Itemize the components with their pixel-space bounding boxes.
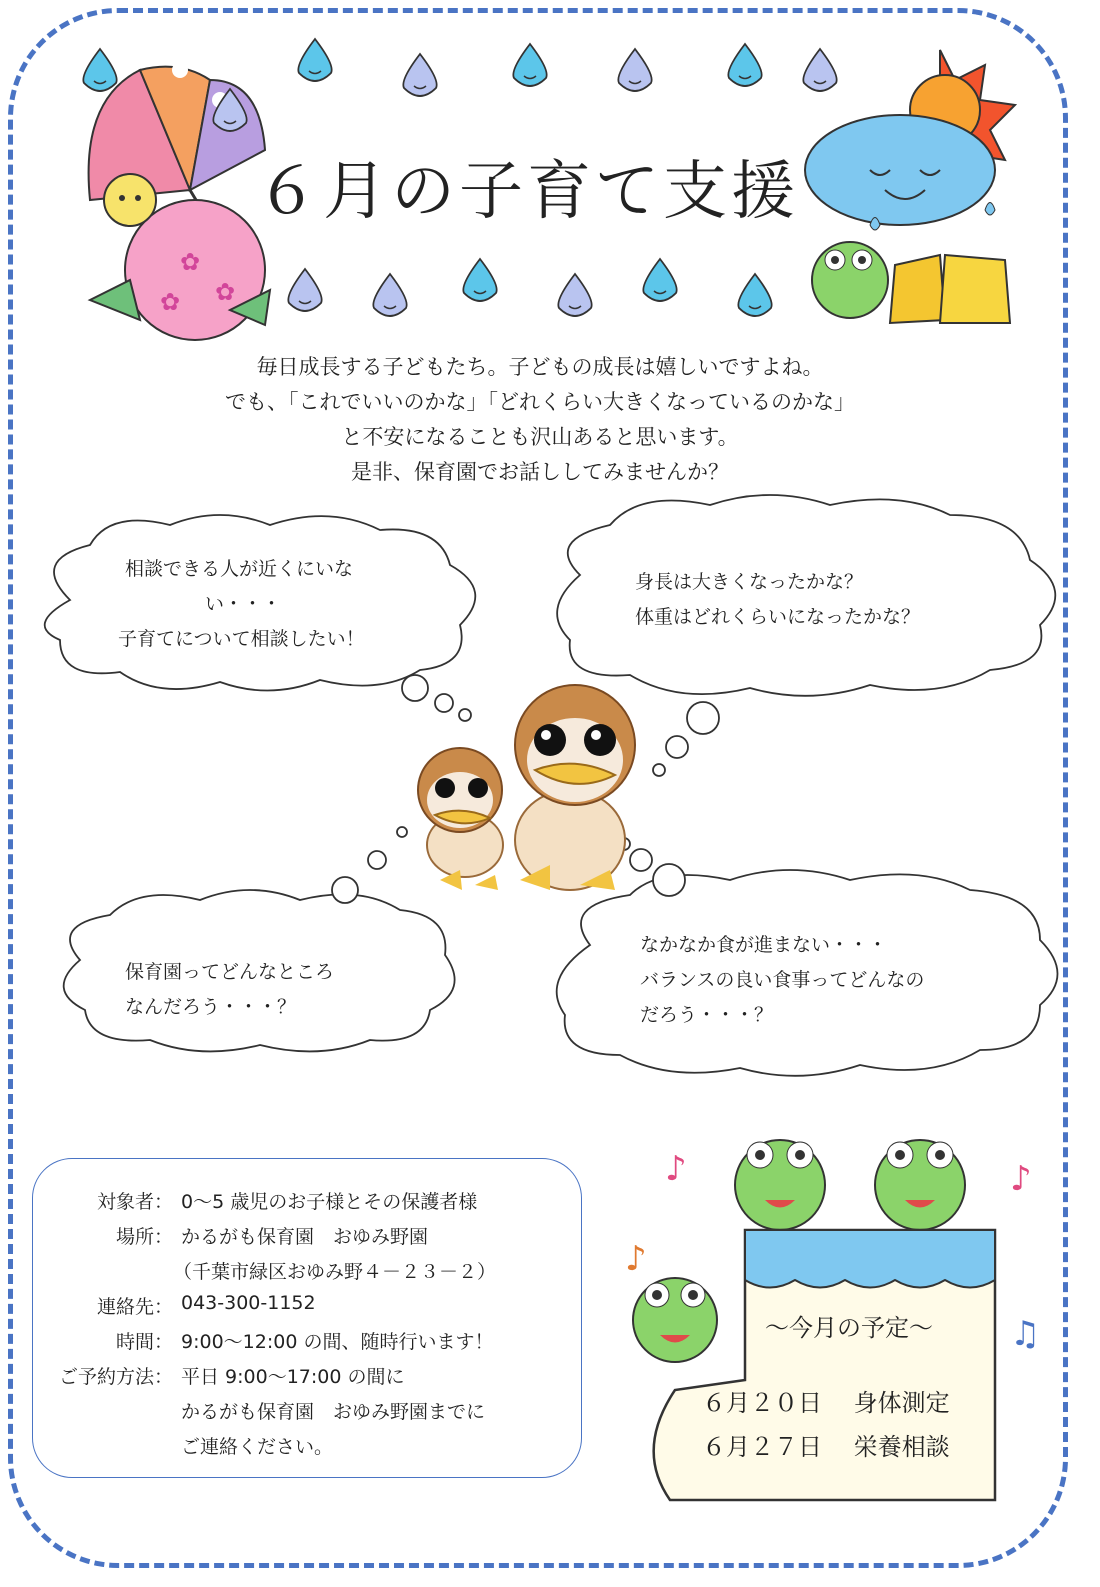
info-contact-value[interactable]: 043-300-1152 — [181, 1292, 316, 1314]
svg-text:♪: ♪ — [1010, 1159, 1032, 1199]
info-time-label: 時間： — [115, 1331, 173, 1353]
bubble-bottom-left-line: 保育園ってどんなところ — [125, 961, 335, 983]
intro-line: と不安になることも沢山あると思います。 — [341, 425, 739, 449]
svg-text:♪: ♪ — [665, 1149, 687, 1189]
duck-mascots-illustration — [410, 680, 640, 900]
info-place-address: （千葉市緑区おゆみ野４－２３－２） — [173, 1261, 497, 1283]
bubble-bottom-left-line: なんだろう・・・？ — [125, 996, 297, 1018]
schedule-event: 栄養相談 — [853, 1433, 950, 1461]
bubble-top-left-line: 子育てについて相談したい！ — [118, 628, 365, 650]
schedule-date: ６月２０日 — [702, 1389, 822, 1417]
schedule-heading: ～今月の予定～ — [765, 1314, 933, 1342]
svg-text:✿: ✿ — [215, 278, 236, 306]
info-target-value: 0～5 歳児のお子様とその保護者様 — [181, 1191, 478, 1213]
intro-line: 是非、保育園でお話ししてみませんか？ — [351, 460, 729, 484]
intro-line: でも、「これでいいのかな」「どれくらい大きくなっているのかな」 — [225, 390, 855, 414]
page-title: ６月の子育て支援 — [255, 155, 799, 229]
info-place-label: 場所： — [115, 1226, 173, 1248]
info-reserve-label: ご予約方法： — [58, 1366, 173, 1388]
schedule-event: 身体測定 — [853, 1389, 950, 1417]
bubble-top-left-line: 相談できる人が近くにいな — [125, 558, 354, 580]
info-box — [32, 1158, 582, 1478]
bubble-bottom-right-line: バランスの良い食事ってどんなの — [640, 969, 925, 991]
bubble-bottom-right-line: だろう・・・？ — [640, 1004, 774, 1026]
bubble-top-right-line: 身長は大きくなったかな？ — [635, 571, 864, 593]
schedule-item — [702, 1427, 950, 1462]
bubble-top-right-line: 体重はどれくらいになったかな？ — [635, 606, 921, 628]
info-place-value: かるがも保育園 おゆみ野園 — [181, 1226, 429, 1248]
schedule-item — [702, 1383, 950, 1418]
schedule-date: ６月２７日 — [702, 1433, 822, 1461]
bubble-bottom-right-line: なかなか食が進まない・・・ — [640, 934, 888, 956]
bubble-top-left-line: い・・・ — [205, 593, 282, 615]
info-time-value: 9:00～12:00 の間、随時行います！ — [181, 1331, 494, 1353]
intro-line: 毎日成長する子どもたち。子どもの成長は嬉しいですよね。 — [256, 355, 824, 379]
info-reserve-value: ご連絡ください。 — [181, 1436, 334, 1458]
svg-text:✿: ✿ — [160, 288, 181, 316]
info-target-label: 対象者： — [96, 1191, 173, 1213]
svg-text:♫: ♫ — [1010, 1314, 1041, 1354]
info-contact-label: 連絡先： — [96, 1296, 173, 1318]
info-reserve-value: 平日 9:00～17:00 の間に — [181, 1366, 405, 1388]
svg-text:✿: ✿ — [180, 248, 201, 276]
info-reserve-value: かるがも保育園 おゆみ野園までに — [181, 1401, 486, 1423]
svg-text:♪: ♪ — [625, 1239, 647, 1279]
